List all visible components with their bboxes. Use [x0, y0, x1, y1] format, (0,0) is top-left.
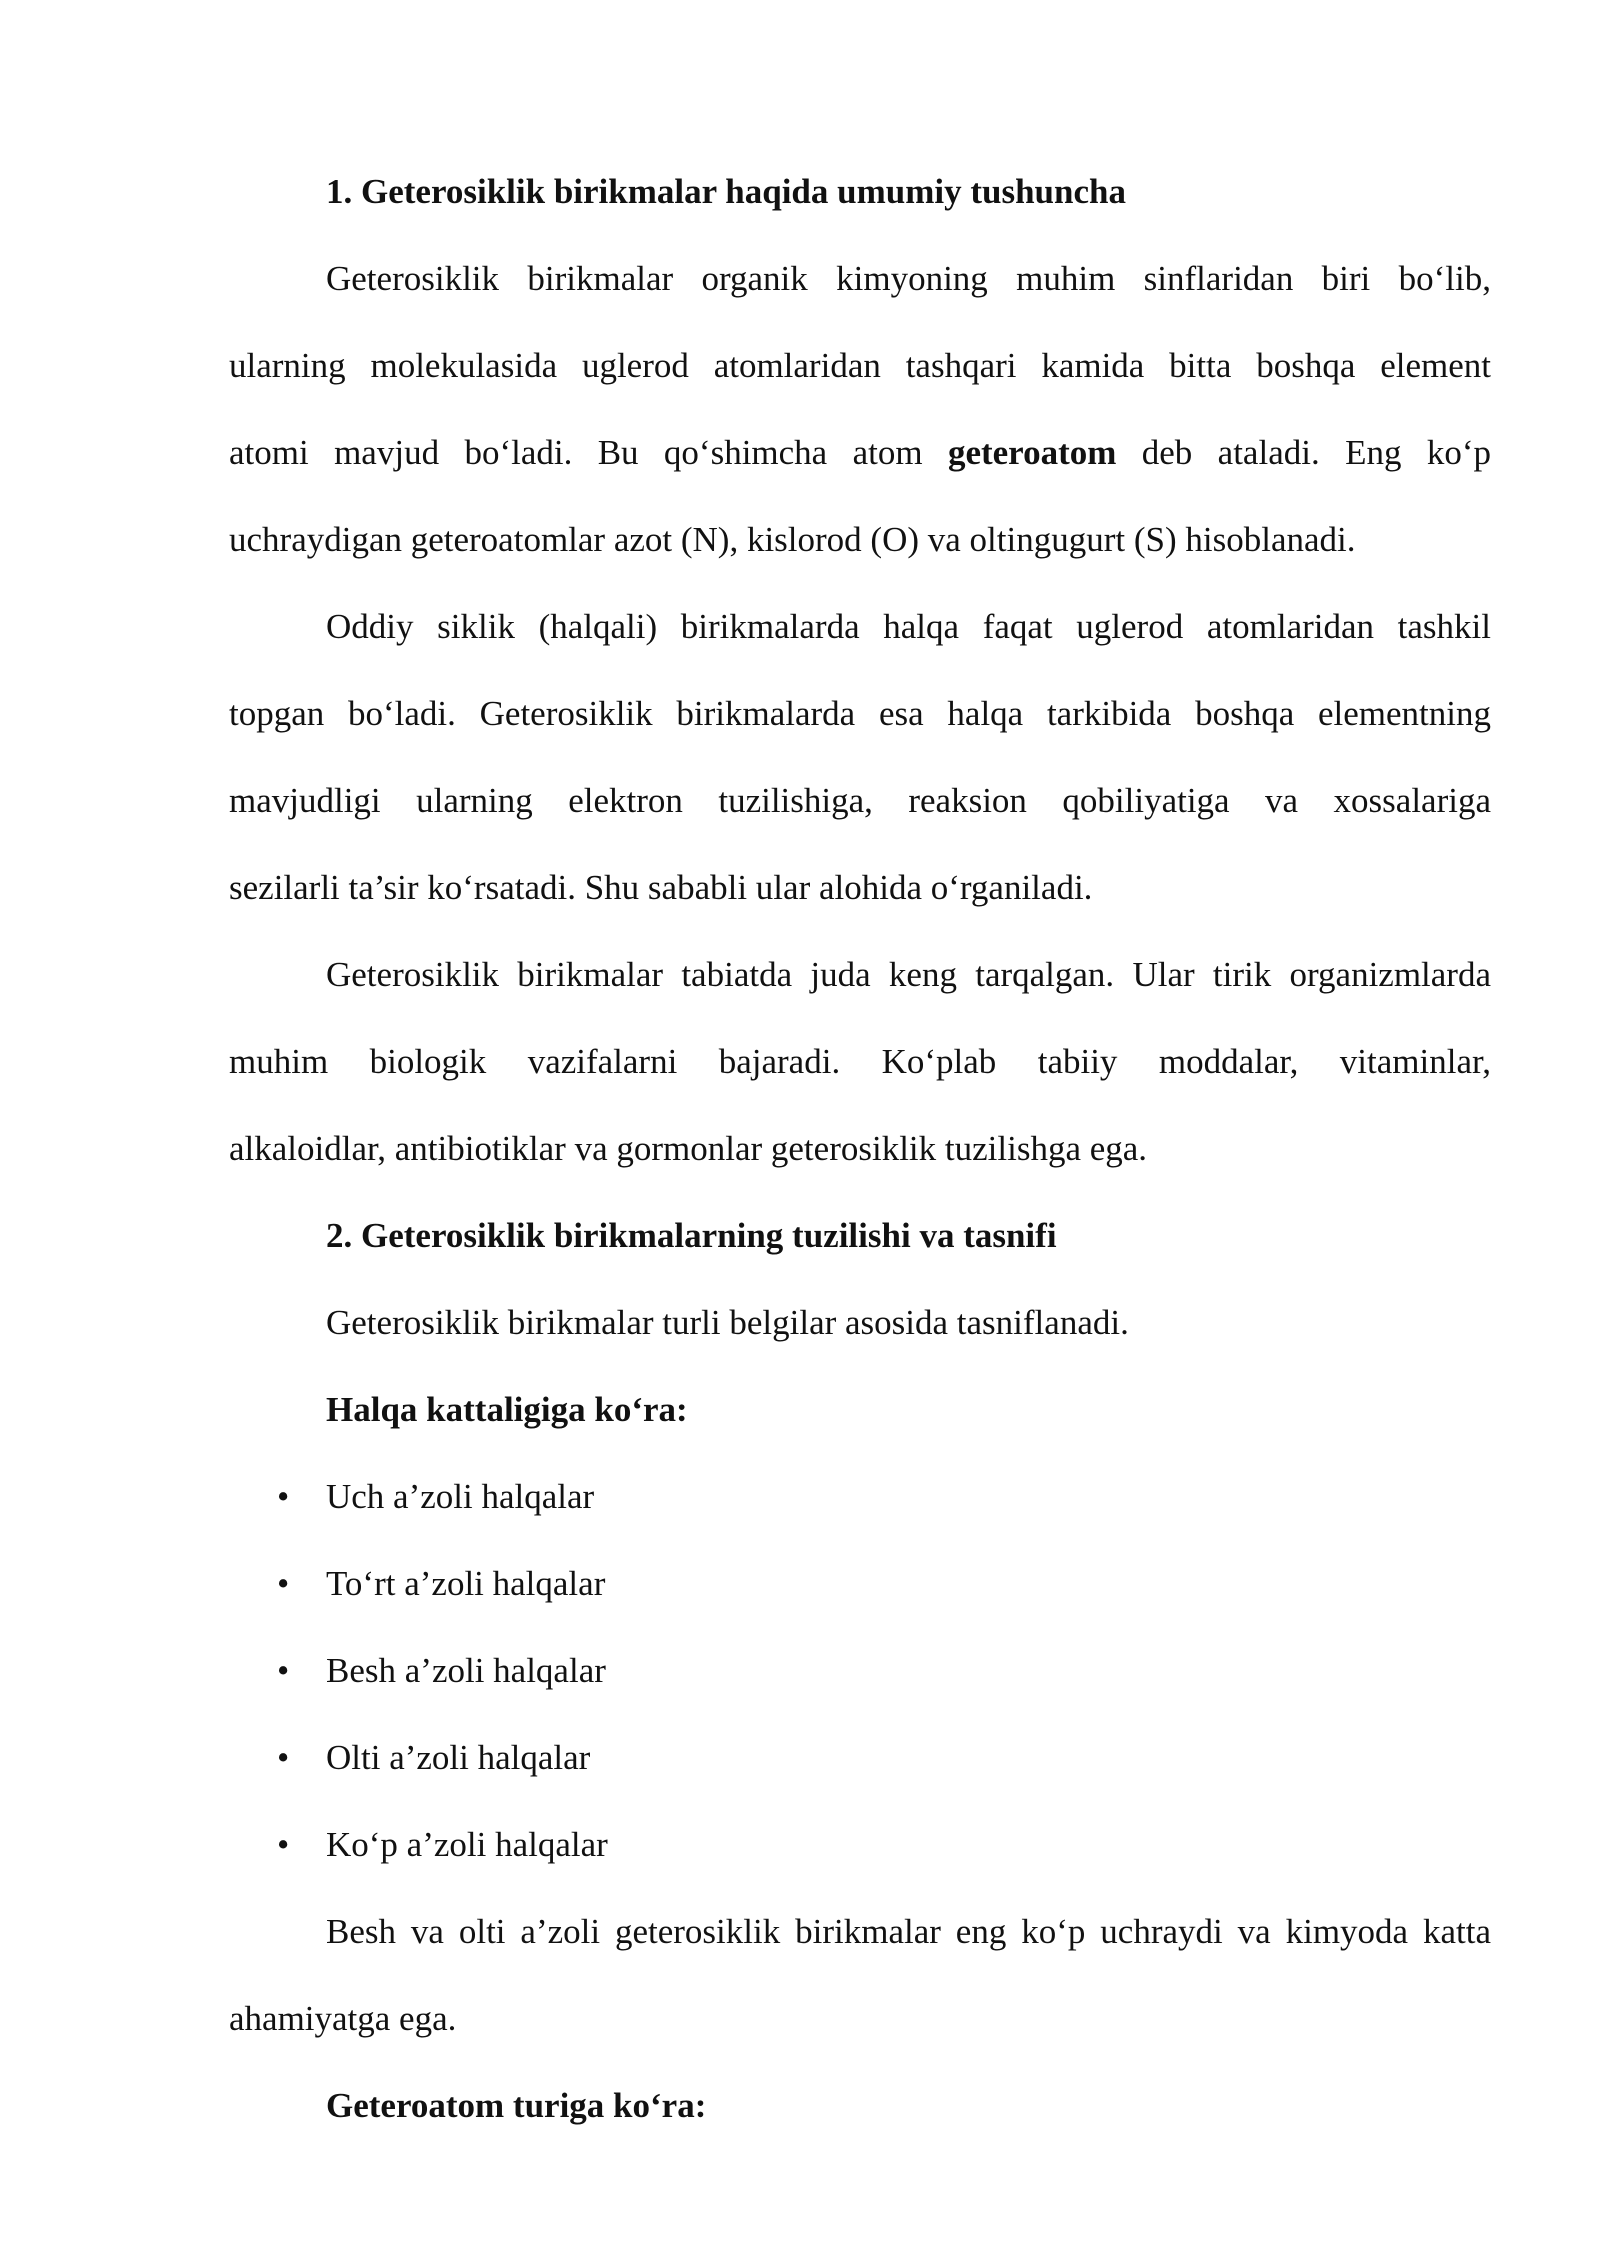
subheading-heteroatom-type: Geteroatom turiga ko‘ra: — [326, 2086, 707, 2125]
paragraph-line: sezilarli ta’sir ko‘rsatadi. Shu sababli ular alohida o‘rganiladi. — [229, 868, 1093, 907]
paragraph-line: Besh va olti a’zoli geterosiklik birikmalar eng ko‘p uchraydi va kimyoda katta — [326, 1912, 1491, 1951]
paragraph-line: topgan bo‘ladi. Geterosiklik birikmalarda esa halqa tarkibida boshqa elementning — [229, 694, 1491, 733]
list-item-text: Ko‘p a’zoli halqalar — [326, 1825, 608, 1864]
list-item — [229, 1627, 1491, 1714]
section-2-heading: 2. Geterosiklik birikmalarning tuzilishi va tasnifi — [326, 1216, 1057, 1255]
bullet-icon: • — [277, 1477, 290, 1516]
list-item — [229, 1453, 1491, 1540]
text-segment: deb ataladi. Eng ko‘p — [1116, 433, 1491, 472]
term-geteroatom: geteroatom — [947, 433, 1117, 472]
paragraph-line: ahamiyatga ega. — [229, 1999, 457, 2038]
list-item-text: Uch a’zoli halqalar — [326, 1477, 595, 1516]
list-item — [229, 1540, 1491, 1627]
paragraph-line: alkaloidlar, antibiotiklar va gormonlar geterosiklik tuzilishga ega. — [229, 1129, 1148, 1168]
bullet-icon: • — [277, 1564, 290, 1603]
list-item-text: Besh a’zoli halqalar — [326, 1651, 606, 1690]
section-1-paragraph-3 — [229, 931, 1491, 1192]
subheading-ring-size: Halqa kattaligiga ko‘ra: — [326, 1390, 688, 1429]
section-2-paragraph — [229, 1888, 1491, 2062]
paragraph-line: mavjudligi ularning elektron tuzilishiga, reaksion qobiliyatiga va xossalariga — [229, 781, 1491, 820]
bullet-icon: • — [277, 1738, 290, 1777]
bullet-icon: • — [277, 1825, 290, 1864]
paragraph-line: muhim biologik vazifalarni bajaradi. Ko‘plab tabiiy moddalar, vitaminlar, — [229, 1042, 1491, 1081]
section-2-intro: Geterosiklik birikmalar turli belgilar asosida tasniflanadi. — [326, 1303, 1129, 1342]
paragraph-line: Oddiy siklik (halqali) birikmalarda halqa faqat uglerod atomlaridan tashkil — [326, 607, 1491, 646]
list-item — [229, 1714, 1491, 1801]
bullet-icon: • — [277, 1651, 290, 1690]
paragraph-line: Geterosiklik birikmalar tabiatda juda keng tarqalgan. Ular tirik organizmlarda — [326, 955, 1491, 994]
section-1-paragraph-2 — [229, 583, 1491, 931]
paragraph-line: Geterosiklik birikmalar organik kimyoning muhim sinflaridan biri bo‘lib, — [326, 259, 1491, 298]
list-item-text: To‘rt a’zoli halqalar — [326, 1564, 606, 1603]
ring-size-list — [229, 1453, 1491, 1888]
document-page — [229, 148, 1491, 2149]
paragraph-line: ularning molekulasida uglerod atomlaridan tashqari kamida bitta boshqa element — [229, 346, 1491, 385]
section-1-heading: 1. Geterosiklik birikmalar haqida umumiy tushuncha — [326, 172, 1126, 211]
paragraph-line: uchraydigan geteroatomlar azot (N), kislorod (O) va oltingugurt (S) hisoblanadi. — [229, 520, 1356, 559]
text-segment: atomi mavjud bo‘ladi. Bu qo‘shimcha atom — [229, 433, 948, 472]
paragraph-line — [229, 409, 1491, 496]
section-1-paragraph-1 — [229, 235, 1491, 583]
list-item — [229, 1801, 1491, 1888]
list-item-text: Olti a’zoli halqalar — [326, 1738, 591, 1777]
